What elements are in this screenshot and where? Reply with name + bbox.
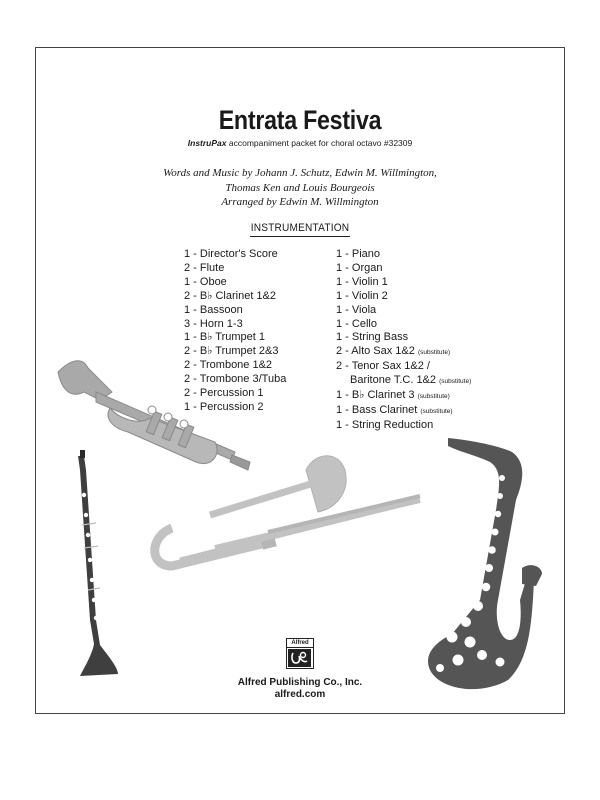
instrument-label: 1 - Organ: [336, 261, 383, 274]
instrument-item: [336, 318, 471, 332]
instrument-label: 2 - Flute: [184, 261, 225, 274]
logo-mark-icon: [287, 648, 312, 668]
instrument-item: [336, 262, 471, 276]
instrument-item: [336, 360, 471, 374]
instrument-item: [336, 248, 471, 262]
instrument-item: [184, 345, 286, 359]
instrument-list-left: [184, 248, 286, 415]
instrument-label: 1 - Violin 2: [336, 289, 388, 302]
instrument-label: 1 - B♭ Trumpet 1: [184, 331, 265, 344]
instrument-label: 2 - Trombone 1&2: [184, 359, 273, 372]
credits-line: Arranged by Edwin M. Willmington: [221, 196, 379, 208]
instrument-label: 1 - Cello: [336, 317, 377, 330]
clarinet-icon: [78, 450, 118, 676]
instrument-note: (substitute): [417, 349, 451, 357]
instrument-label: 2 - Percussion 1: [184, 387, 264, 400]
instrument-label: 1 - Percussion 2: [184, 400, 264, 413]
instrument-label: 2 - B♭ Clarinet 1&2: [184, 289, 277, 302]
credits-line: Words and Music by Johann J. Schutz, Edwin M. Willmington,: [163, 167, 437, 179]
publisher-block: [0, 677, 600, 701]
page-title: Entrata Festiva: [218, 105, 382, 135]
instrument-item: [336, 276, 471, 290]
instrument-label: 2 - B♭ Trumpet 2&3: [184, 345, 279, 358]
trombone-icon: [155, 456, 420, 566]
instrument-item: [336, 304, 471, 318]
instrument-label: 2 - Alto Sax 1&2: [336, 345, 415, 358]
instrument-label: Baritone T.C. 1&2: [350, 374, 437, 387]
instrument-item: [184, 359, 286, 373]
instrument-item: [184, 276, 286, 290]
instrument-label: 1 - Bassoon: [184, 303, 243, 316]
instrument-list-right: [336, 248, 471, 433]
saxophone-icon: [428, 438, 542, 689]
publisher-url[interactable]: alfred.com: [274, 689, 326, 700]
instrument-item: [336, 345, 471, 360]
instrument-item: [336, 290, 471, 304]
instrument-label: 1 - Violin 1: [336, 275, 388, 288]
subtitle-text: accompaniment packet for choral octavo #32309: [228, 138, 413, 148]
instrument-item: [336, 331, 471, 345]
instrument-label: 1 - String Reduction: [336, 418, 434, 431]
instrument-item: [336, 389, 471, 404]
instrument-item: [336, 419, 471, 433]
subtitle-brand: InstruPax: [187, 138, 227, 148]
instrument-item: [184, 401, 286, 415]
instrumentation-heading: INSTRUMENTATION: [250, 222, 350, 234]
instrument-note: (substitute): [420, 407, 453, 415]
instrument-item: [184, 304, 286, 318]
instrument-item: [184, 387, 286, 401]
instrument-item: [184, 331, 286, 345]
instrument-note: (substitute): [417, 393, 450, 401]
instrument-item: [184, 248, 286, 262]
instrument-label: 1 - Bass Clarinet: [336, 403, 418, 416]
instrument-label: 1 - String Bass: [336, 331, 409, 344]
instrument-item: [184, 318, 286, 332]
instrument-label: 3 - Horn 1-3: [184, 317, 243, 330]
subtitle: [0, 138, 600, 148]
instrument-item: [184, 290, 286, 304]
instrument-note: (substitute): [439, 378, 472, 386]
instrument-label: 1 - Oboe: [184, 275, 227, 288]
instrument-item: [184, 262, 286, 276]
instrument-item: [336, 404, 471, 419]
publisher-logo: [286, 638, 314, 669]
credits-line: Thomas Ken and Louis Bourgeois: [225, 181, 375, 194]
instrument-label: 1 - B♭ Clarinet 3: [336, 389, 415, 402]
instrument-label: 1 - Piano: [336, 248, 381, 260]
logo-text: Alfred: [287, 639, 313, 648]
instrument-label: 2 - Tenor Sax 1&2 /: [336, 360, 430, 373]
publisher-name: Alfred Publishing Co., Inc.: [237, 677, 363, 688]
instrument-label: 1 - Director's Score: [184, 248, 278, 260]
heading-underline: [250, 236, 350, 237]
credits: [0, 166, 600, 210]
instrument-label: 1 - Viola: [336, 303, 377, 316]
instrument-item: [184, 373, 286, 387]
instrument-item: [336, 374, 471, 389]
instrument-label: 2 - Trombone 3/Tuba: [184, 373, 287, 386]
